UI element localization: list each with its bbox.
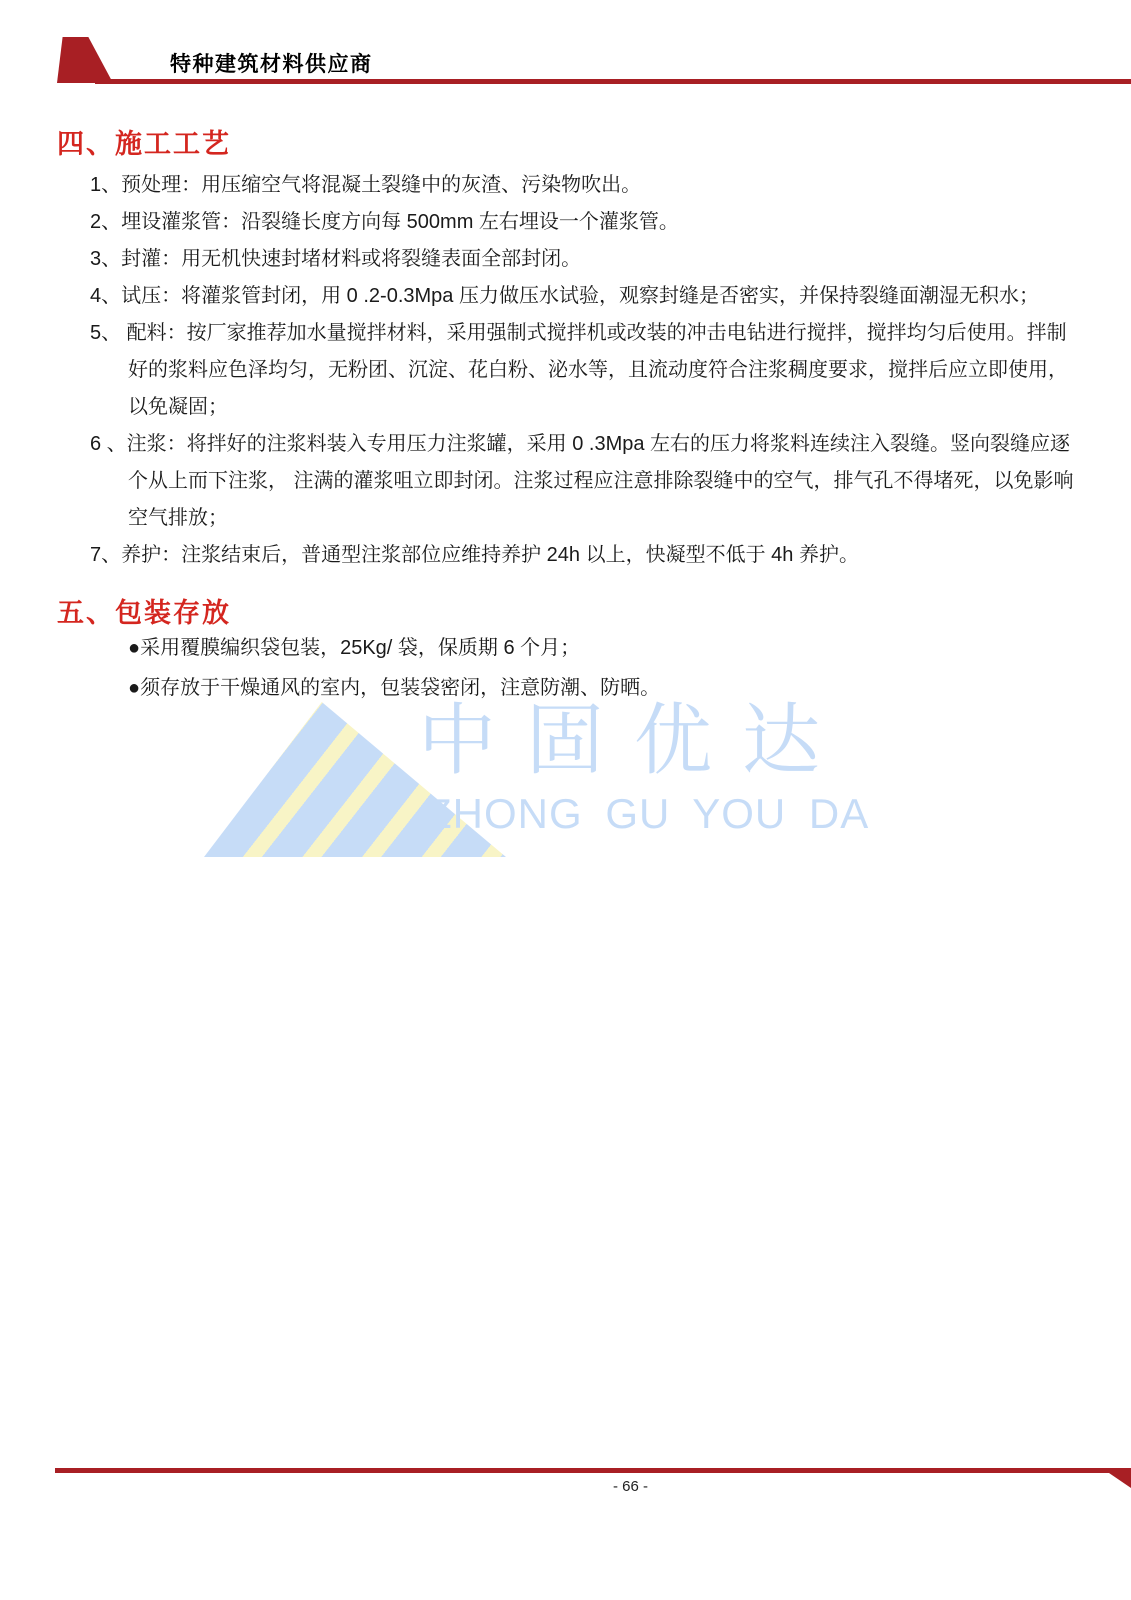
step-item-6: 6 、注浆：将拌好的注浆料装入专用压力注浆罐，采用 0 .3Mpa 左右的压力将浆料连续注入裂缝。竖向裂缝应逐个从上而下注浆， 注满的灌浆咀立即封闭。注浆过程应注意排除裂缝中的空气，排气孔不得堵死，以免影响空气排放；: [90, 433, 1074, 529]
footer-rule: [55, 1468, 1131, 1473]
header-title: 特种建筑材料供应商: [170, 53, 373, 76]
section-heading-construction-process: 四、施工工艺: [57, 129, 231, 159]
section-heading-packaging-storage: 五、包装存放: [57, 598, 231, 628]
watermark-brand-en: ZHONG GU YOU DA: [426, 790, 870, 837]
packaging-note-2: ●须存放于干燥通风的室内，包装袋密闭，注意防潮、防晒。: [128, 677, 661, 699]
header-ribbon-icon: [57, 37, 113, 83]
page-number: - 66 -: [612, 1478, 648, 1495]
step-item-5: 5、 配料：按厂家推荐加水量搅拌材料，采用强制式搅拌机或改装的冲击电钻进行搅拌，搅拌均匀后使用。拌制好的浆料应色泽均匀，无粉团、沉淀、花白粉、泌水等，且流动度符合注浆稠度要求，搅拌后应立即使用，以免凝固；: [90, 322, 1068, 418]
step-item-7: 7、养护：注浆结束后，普通型注浆部位应维持养护 24h 以上，快凝型不低于 4h 养护。: [90, 544, 859, 566]
step-item-1: 1、预处理：用压缩空气将混凝土裂缝中的灰渣、污染物吹出。: [90, 174, 642, 196]
packaging-notes-list: [128, 628, 1078, 708]
step-item-4: 4、试压：将灌浆管封闭，用 0 .2-0.3Mpa 压力做压水试验，观察封缝是否密实，并保持裂缝面潮湿无积水；: [90, 285, 1039, 307]
header-rule: [95, 79, 1131, 84]
construction-steps-list: [90, 167, 1078, 574]
step-item-3: 3、封灌：用无机快速封堵材料或将裂缝表面全部封闭。: [90, 248, 582, 270]
watermark-brand-cn: 中固优达: [418, 696, 851, 784]
step-item-2: 2、埋设灌浆管：沿裂缝长度方向每 500mm 左右埋设一个灌浆管。: [90, 211, 679, 233]
packaging-note-1: ●采用覆膜编织袋包装，25Kg/ 袋，保质期 6 个月；: [128, 637, 581, 659]
